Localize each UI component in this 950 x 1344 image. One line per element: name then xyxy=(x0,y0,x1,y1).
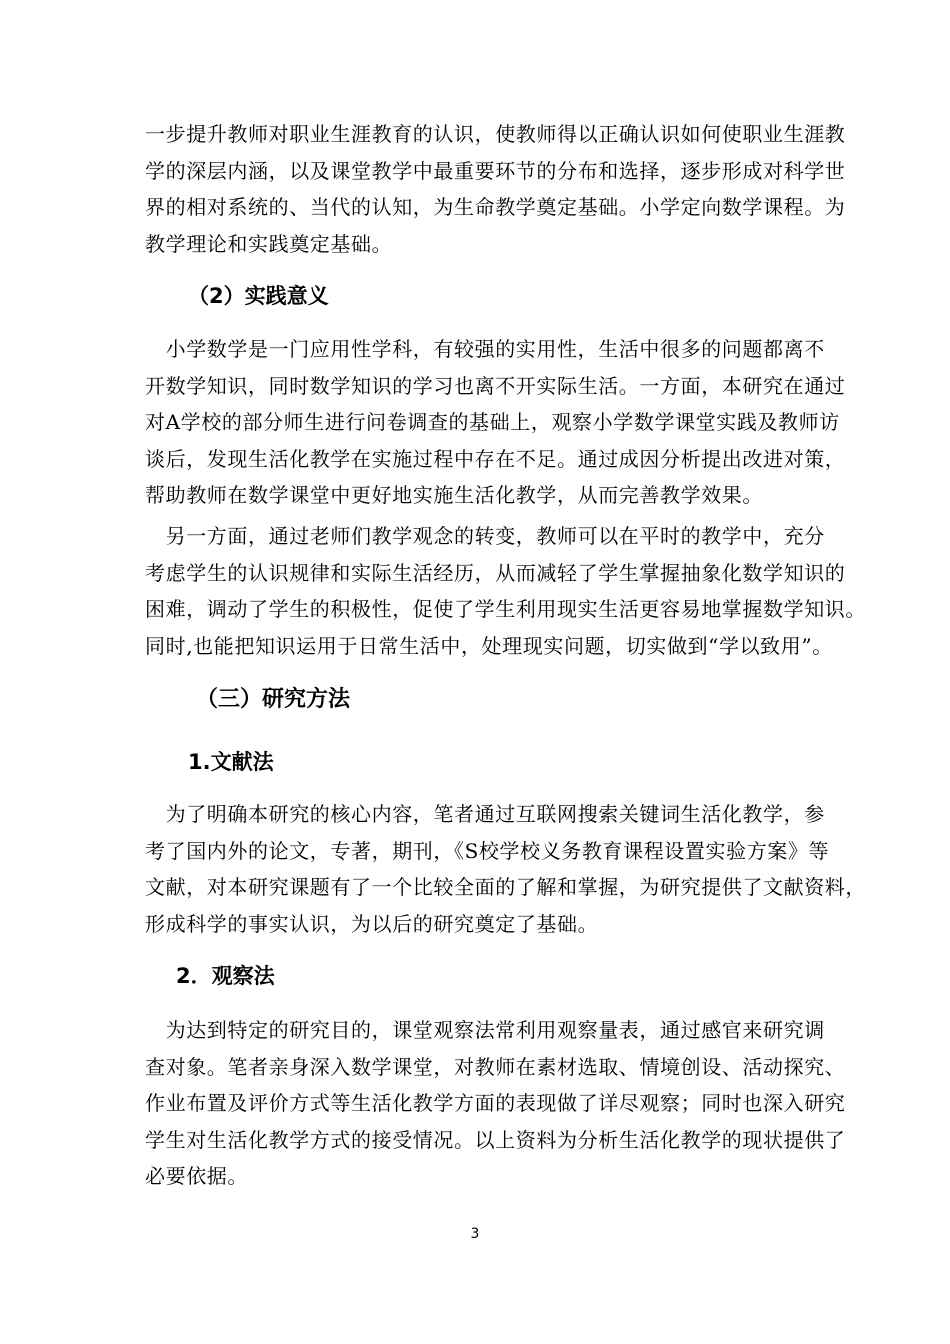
text-line: 考虑学生的认识规律和实际生活经历，从而减轻了学生掌握抽象化数学知识的 xyxy=(145,560,846,585)
text-line: 困难，调动了学生的积极性，促使了学生利用现实生活更容易地掌握数学知识。 xyxy=(145,597,866,621)
text-line: 小学数学是一门应用性学科，有较强的实用性，生活中很多的问题都离不 xyxy=(145,337,825,361)
text-line: 必要依据。 xyxy=(145,1164,248,1188)
text-line: 界的相对系统的、当代的认知，为生命教学奠定基础。小学定向数学课程。为 xyxy=(145,195,846,219)
text-line: 一步提升教师对职业生涯教育的认识，使教师得以正确认识如何使职业生涯教 xyxy=(145,122,846,146)
text-line: 作业布置及评价方式等生活化教学方面的表现做了详尽观察；同时也深入研究 xyxy=(145,1091,846,1115)
paragraph-practical-significance-1 xyxy=(145,331,846,514)
paragraph-observation-method xyxy=(145,1012,846,1195)
text-line: 谈后，发现生活化教学在实施过程中存在不足。通过成因分析提出改进对策， xyxy=(145,446,846,471)
page-number: 3 xyxy=(470,1226,480,1242)
text-line: 教学理论和实践奠定基础。 xyxy=(145,231,393,256)
text-line: 学的深层内涵，以及课堂教学中最重要环节的分布和选择，逐步形成对科学世 xyxy=(145,158,846,183)
heading-literature-method: 1.文献法 xyxy=(188,750,274,774)
text-line: 另一方面，通过老师们教学观念的转变，教师可以在平时的教学中，充分 xyxy=(145,524,825,548)
paragraph-practical-significance-2 xyxy=(145,518,866,664)
text-line: 文献，对本研究课题有了一个比较全面的了解和掌握，为研究提供了文献资料， xyxy=(145,875,866,899)
text-line: 同时,也能把知识运用于日常生活中，处理现实问题，切实做到“学以致用”。 xyxy=(145,633,833,658)
heading-observation-method: 2．观察法 xyxy=(176,964,275,988)
text-line: 对A学校的部分师生进行问卷调查的基础上，观察小学数学课堂实践及教师访 xyxy=(145,410,840,434)
heading-research-methods: （三）研究方法 xyxy=(196,687,351,712)
text-line: 帮助教师在数学课堂中更好地实施生活化教学，从而完善教学效果。 xyxy=(145,483,763,507)
text-line: 开数学知识，同时数学知识的学习也离不开实际生活。一方面，本研究在通过 xyxy=(145,373,846,398)
text-line: 形成科学的事实认识，为以后的研究奠定了基础。 xyxy=(145,911,599,936)
paragraph-literature-method xyxy=(145,796,866,942)
text-line: 查对象。笔者亲身深入数学课堂，对教师在素材选取、情境创设、活动探究、 xyxy=(145,1054,846,1079)
text-line: 考了国内外的论文，专著，期刊，《S校学校义务教育课程设置实验方案》等 xyxy=(145,838,830,863)
text-line: 为达到特定的研究目的，课堂观察法常利用观察量表，通过感官来研究调 xyxy=(145,1018,825,1042)
text-line: 为了明确本研究的核心内容，笔者通过互联网搜索关键词生活化教学，参 xyxy=(145,802,825,826)
heading-practical-significance: （2）实践意义 xyxy=(188,284,329,308)
paragraph-theoretical-significance-continued xyxy=(145,116,846,262)
text-line: 学生对生活化教学方式的接受情况。以上资料为分析生活化教学的现状提供了 xyxy=(145,1127,846,1152)
